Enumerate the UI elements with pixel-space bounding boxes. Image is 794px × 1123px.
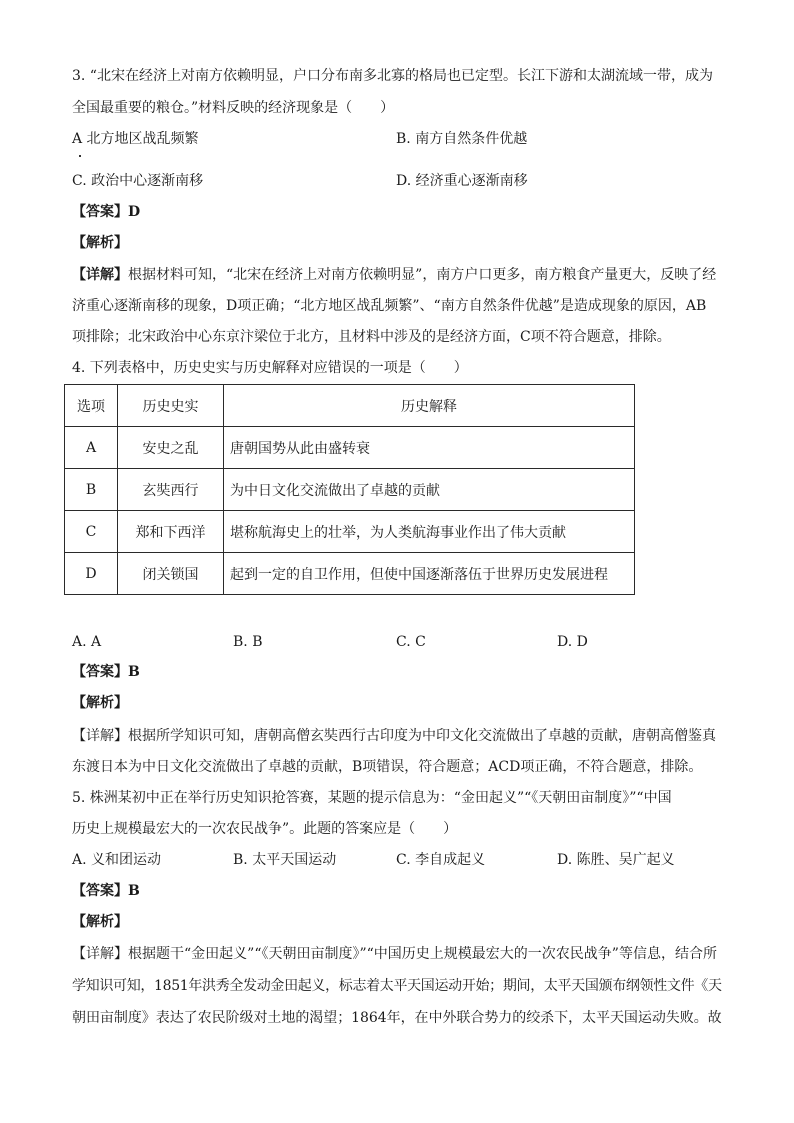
- table-cell-explanation: 唐朝国势从此由盛转衰: [224, 427, 635, 469]
- q3-option-a: A 北方地区战乱频繁: [72, 131, 199, 147]
- q3-analysis-label: 【解析】: [72, 235, 128, 251]
- q4-option-d: D. D: [557, 634, 588, 650]
- history-table: [64, 384, 635, 595]
- table-row: [65, 469, 635, 511]
- answer-label: 【答案】: [72, 204, 128, 220]
- table-cell-option: B: [65, 469, 118, 511]
- table-row: [65, 553, 635, 595]
- q5-option-c: C. 李自成起义: [396, 852, 486, 868]
- table-cell-option: C: [65, 511, 118, 553]
- q4-detail-line1: 【详解】根据所学知识可知，唐朝高僧玄奘西行古印度为中印文化交流做出了卓越的贡献，唐朝高僧鉴真: [72, 728, 716, 744]
- q5-detail-line2: 学知识可知，1851年洪秀全发动金田起义，标志着太平天国运动开始；期间，太平天国颁布纲领性文件《天: [72, 978, 722, 994]
- q4-detail-line2: 东渡日本为中日文化交流做出了卓越的贡献，B项错误，符合题意；ACD项正确，不符合题意，排除。: [72, 759, 703, 775]
- detail-text: 根据材料可知，“北宋在经济上对南方依赖明显”，南方户口更多，南方粮食产量更大，反映了经: [128, 267, 717, 283]
- q5-stem-line2: 历史上规模最宏大的一次农民战争”。此题的答案应是（ ）: [72, 821, 458, 837]
- table-cell-fact: 安史之乱: [118, 427, 224, 469]
- table-row: [65, 427, 635, 469]
- q3-stem-line2: 全国最重要的粮仓。”材料反映的经济现象是（ ）: [72, 100, 395, 116]
- q3-answer: [72, 202, 140, 222]
- table-cell-fact: 闭关锁国: [118, 553, 224, 595]
- answer-label: 【答案】: [72, 664, 128, 680]
- table-cell-fact: 玄奘西行: [118, 469, 224, 511]
- table-cell-explanation: 起到一定的自卫作用，但使中国逐渐落伍于世界历史发展进程: [224, 553, 635, 595]
- table-row: [65, 511, 635, 553]
- table-cell-explanation: 堪称航海史上的壮举，为人类航海事业作出了伟大贡献: [224, 511, 635, 553]
- q3-stem-line1: 3. “北宋在经济上对南方依赖明显，户口分布南多北寡的格局也已定型。长江下游和太湖流域一带，成为: [72, 68, 713, 84]
- q3-option-d: D. 经济重心逐渐南移: [396, 173, 528, 189]
- q5-option-b: B. 太平天国运动: [233, 852, 337, 868]
- table-cell-explanation: 为中日文化交流做出了卓越的贡献: [224, 469, 635, 511]
- table-header-cell: 选项: [65, 385, 118, 427]
- q4-stem: 4. 下列表格中，历史史实与历史解释对应错误的一项是（ ）: [72, 360, 468, 376]
- q5-answer: [72, 881, 140, 901]
- q3-detail-line3: 项排除；北宋政治中心东京汴梁位于北方，且材料中涉及的是经济方面，C项不符合题意，排除。: [72, 329, 671, 345]
- answer-value: D: [128, 204, 141, 220]
- q3-detail-line2: 济重心逐渐南移的现象，D项正确；“北方地区战乱频繁”、“南方自然条件优越”是造成现象的原因，AB: [72, 298, 707, 314]
- answer-value: B: [128, 883, 140, 899]
- q5-stem-line1: 5. 株洲某初中正在举行历史知识抢答赛，某题的提示信息为：“金田起义”“《天朝田亩制度》”“中国: [72, 790, 672, 806]
- q5-option-d: D. 陈胜、吴广起义: [557, 852, 675, 868]
- q4-analysis-label: 【解析】: [72, 695, 128, 711]
- speck-mark: [79, 155, 81, 157]
- table-cell-option: A: [65, 427, 118, 469]
- table-cell-option: D: [65, 553, 118, 595]
- answer-label: 【答案】: [72, 883, 128, 899]
- q4-option-a: A. A: [72, 634, 102, 650]
- table-header-cell: 历史史实: [118, 385, 224, 427]
- q5-detail-line3: 朝田亩制度》表达了农民阶级对土地的渴望；1864年，在中外联合势力的绞杀下，太平天国运动失败。故: [72, 1010, 722, 1026]
- q5-option-a: A. 义和团运动: [72, 852, 162, 868]
- q5-analysis-label: 【解析】: [72, 914, 128, 930]
- q5-detail-line1: 【详解】根据题干“金田起义”“《天朝田亩制度》”“中国历史上规模最宏大的一次农民战争”等信息，结合所: [72, 946, 717, 962]
- table-header-row: [65, 385, 635, 427]
- q4-option-c: C. C: [396, 634, 426, 650]
- q4-answer: [72, 662, 140, 682]
- q3-detail-line1: [72, 265, 716, 285]
- table-cell-fact: 郑和下西洋: [118, 511, 224, 553]
- q3-option-b: B. 南方自然条件优越: [396, 131, 528, 147]
- q4-option-b: B. B: [233, 634, 263, 650]
- detail-label: 【详解】: [72, 267, 128, 283]
- table-header-cell: 历史解释: [224, 385, 635, 427]
- answer-value: B: [128, 664, 140, 680]
- q3-option-c: C. 政治中心逐渐南移: [72, 173, 204, 189]
